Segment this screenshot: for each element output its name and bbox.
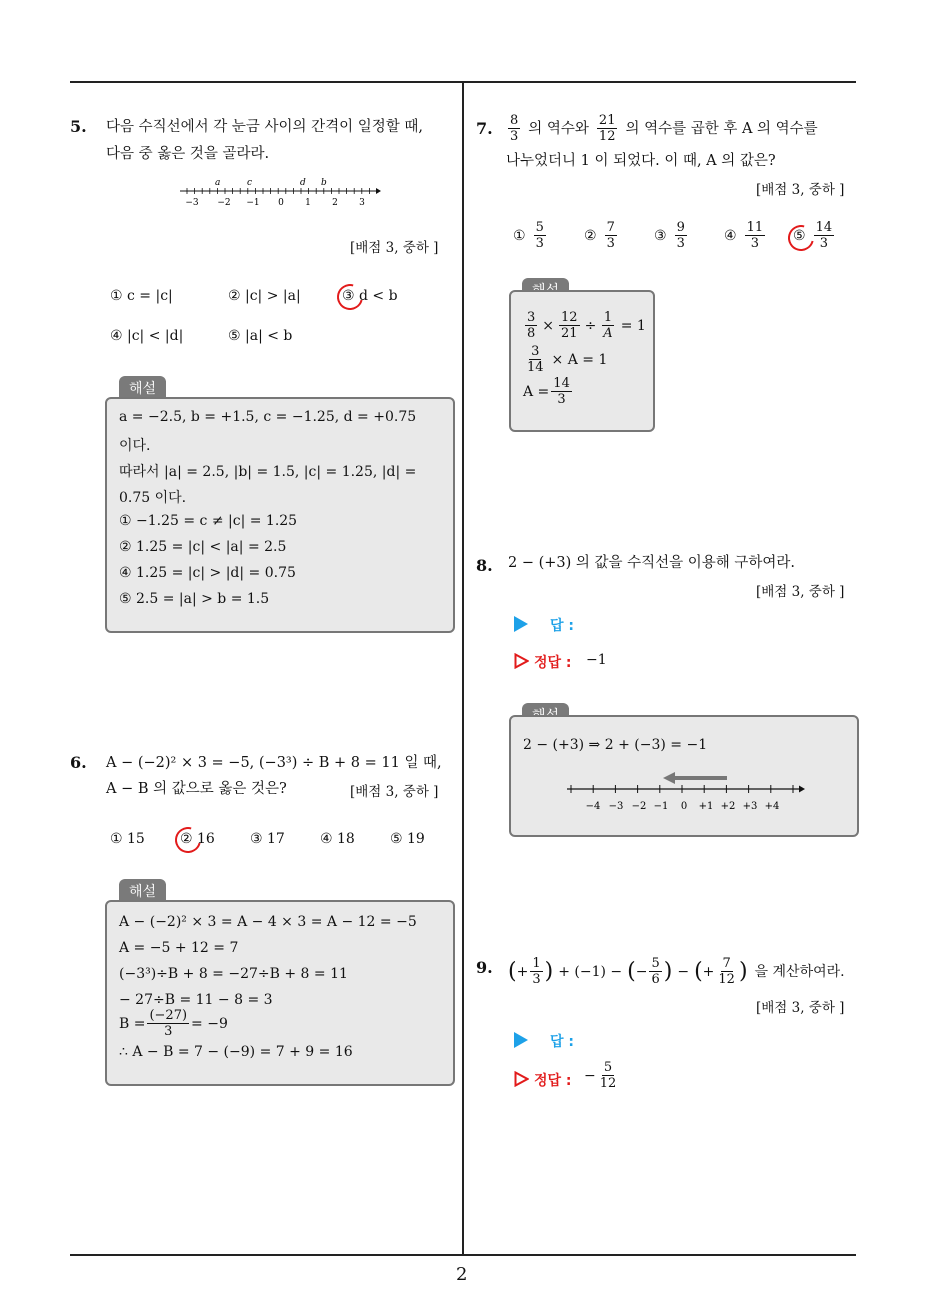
q9-score: [배점 3, 중하 ] (756, 1000, 845, 1016)
q7-sol-num: 3 (531, 344, 540, 359)
q7-choice-frac (605, 220, 617, 251)
q5-score: [배점 3, 중하 ] (350, 240, 439, 256)
plus-sign: + (702, 963, 715, 980)
q9-frac-2 (649, 956, 661, 987)
q7-text-part1: 의 역수와 (528, 120, 589, 137)
q6-text-line1: A − (−2)² × 3 = −5, (−3³) ÷ B + 8 = 11 일 때, (106, 755, 442, 771)
q5-tick-label: 0 (278, 198, 284, 208)
q7-sol-frac (559, 310, 580, 341)
q9-frac-den: 6 (651, 972, 660, 987)
q6-score: [배점 3, 중하 ] (350, 784, 439, 800)
q8-tick-label: +3 (742, 801, 758, 812)
q7-frac1-den: 3 (510, 129, 519, 144)
q5-sol-line: ④ 1.25 = |c| > |d| = 0.75 (119, 565, 296, 581)
q9-mid1: + (−1) − (558, 963, 623, 980)
q7-frac2-num: 21 (598, 113, 616, 128)
q5-choice-1[interactable]: ① c = |c| (110, 288, 173, 304)
q7-choice-3[interactable] (654, 220, 689, 251)
q9-frac-1 (530, 956, 542, 987)
q5-text-line2: 다음 중 옳은 것을 골라라. (106, 146, 270, 162)
q6-sol-b-result: = −9 (191, 1015, 228, 1032)
q7-choice-mark: ③ (654, 227, 667, 244)
q9-frac-num: 1 (532, 956, 541, 971)
q7-choice-mark: ⑤ (793, 227, 806, 244)
q7-sol-num: 14 (553, 376, 570, 391)
q7-sol-num: 12 (561, 310, 578, 325)
q7-choice-den: 3 (750, 236, 759, 251)
q7-choice-num: 14 (815, 220, 833, 235)
q5-label-c: c (247, 178, 253, 188)
q9-frac-3 (716, 956, 737, 987)
q5-sol-line: a = −2.5, b = +1.5, c = −1.25, d = +0.75 (119, 409, 417, 425)
q5-sol-line: 0.75 이다. (119, 490, 187, 506)
q5-label-b: b (321, 178, 327, 188)
paren-open: ( (508, 958, 517, 984)
q5-solution-tag: 해설 (119, 376, 166, 400)
q5-choice-5[interactable]: ⑤ |a| < b (228, 328, 293, 344)
q6-sol-line: (−3³)÷B + 8 = −27÷B + 8 = 11 (119, 966, 348, 982)
q7-sol-line3 (523, 376, 574, 407)
q7-choice-mark: ② (584, 227, 597, 244)
q7-solution-box (509, 290, 655, 432)
q7-number: 7. (476, 119, 493, 138)
q8-correct-label: 정답 : (534, 655, 572, 671)
q8-correct-value: −1 (586, 652, 607, 668)
q8-tick-label: +1 (698, 801, 714, 812)
q7-choice-den: 3 (819, 236, 828, 251)
q7-choice-den: 3 (535, 236, 544, 251)
q7-sol-frac (525, 344, 546, 375)
q7-choice-num: 7 (606, 220, 615, 235)
q9-tail: 을 계산하여라. (754, 963, 845, 980)
q9-mid2: − (677, 963, 690, 980)
paren-open: ( (627, 958, 636, 984)
paren-close: ) (738, 958, 748, 984)
q7-text-line2: 나누었더니 1 이 되었다. 이 때, A 의 값은? (506, 153, 776, 169)
q7-text-part2: 의 역수를 곱한 후 A 의 역수를 (625, 120, 818, 137)
q5-choice-2[interactable]: ② |c| > |a| (228, 288, 301, 304)
column-divider (462, 82, 464, 1254)
q5-tick-label: 3 (359, 198, 365, 208)
q7-sol-num: 1 (603, 310, 613, 325)
q7-sol-lhs: A = (523, 383, 550, 400)
q8-tick-label: −1 (653, 801, 669, 812)
minus-sign: − (635, 963, 648, 980)
play-triangle-icon (514, 1032, 528, 1048)
q7-sol-rest: = 1 (620, 317, 646, 334)
q6-number: 6. (70, 753, 87, 772)
q9-correct-value (584, 1060, 620, 1091)
q7-choice-num: 11 (746, 220, 764, 235)
q5-label-d: d (300, 178, 306, 188)
q5-tick-label: −1 (246, 198, 260, 208)
plus-sign: + (516, 963, 529, 980)
q7-choice-frac (814, 220, 835, 251)
q7-choice-4[interactable] (724, 220, 767, 251)
q7-choice-mark: ④ (724, 227, 737, 244)
q9-frac-num: 5 (651, 956, 660, 971)
q7-frac-1 (508, 113, 520, 144)
q9-correct-den: 12 (599, 1076, 617, 1091)
q5-tick-label: −3 (185, 198, 199, 208)
q7-choice-2[interactable] (584, 220, 619, 251)
q6-choice-5[interactable]: ⑤ 19 (390, 831, 425, 847)
play-triangle-icon (514, 616, 528, 632)
q6-sol-frac-num: (−27) (149, 1008, 188, 1023)
q8-number-line (563, 769, 807, 815)
q8-score: [배점 3, 중하 ] (756, 584, 845, 600)
times-sign: × (542, 317, 555, 334)
q7-choice-frac (534, 220, 546, 251)
q7-sol-den: 21 (561, 326, 578, 341)
q6-sol-line: A = −5 + 12 = 7 (119, 940, 239, 956)
q6-text-line2: A − B 의 값으로 옳은 것은? (106, 781, 287, 797)
q6-choice-1[interactable]: ① 15 (110, 831, 145, 847)
q5-sol-line: 이다. (119, 438, 151, 454)
q8-text-line1: 2 − (+3) 의 값을 수직선을 이용해 구하여라. (508, 555, 796, 571)
q9-frac-den: 3 (532, 972, 541, 987)
q7-choice-den: 3 (606, 236, 615, 251)
q8-number: 8. (476, 556, 493, 575)
outline-triangle-icon (514, 653, 529, 669)
q9-expression (508, 956, 845, 987)
q9-correct-num: 5 (603, 1060, 613, 1075)
q6-sol-line: ∴ A − B = 7 − (−9) = 7 + 9 = 16 (119, 1044, 353, 1060)
q5-sol-line: ⑤ 2.5 = |a| > b = 1.5 (119, 591, 270, 607)
outline-triangle-icon (514, 1071, 529, 1087)
q8-solution-box (509, 715, 859, 837)
paren-close: ) (663, 958, 673, 984)
page-number: 2 (456, 1264, 468, 1285)
q7-choice-den: 3 (676, 236, 685, 251)
q7-text-line1 (506, 113, 818, 144)
q6-sol-line: − 27÷B = 11 − 8 = 3 (119, 992, 273, 1008)
q6-choice-3[interactable]: ③ 17 (250, 831, 285, 847)
q5-tick-label: 2 (332, 198, 338, 208)
q5-tick-label: 1 (305, 198, 311, 208)
q9-frac-den: 12 (718, 972, 735, 987)
q8-tick-label: −4 (585, 801, 601, 812)
q5-choice-4[interactable]: ④ |c| < |d| (110, 328, 184, 344)
q7-choice-1[interactable] (513, 220, 548, 251)
q7-sol-rest: × A = 1 (551, 351, 608, 368)
q5-number: 5. (70, 117, 87, 136)
q5-solution-box (105, 397, 455, 633)
paren-open: ( (694, 958, 703, 984)
q7-sol-den: A (603, 326, 613, 341)
bottom-rule (70, 1254, 856, 1256)
q7-frac2-den: 12 (598, 129, 616, 144)
q5-sol-line: ① −1.25 = c ≠ |c| = 1.25 (119, 513, 298, 529)
q6-sol-frac-den: 3 (164, 1024, 173, 1039)
q7-sol-frac (525, 310, 537, 341)
q7-frac-2 (597, 113, 618, 144)
q6-solution-tag: 해설 (119, 879, 166, 903)
q7-sol-den: 3 (557, 392, 566, 407)
q8-tick-label: −2 (631, 801, 647, 812)
q8-answer-label: 답 : (550, 618, 574, 634)
q5-number-line (178, 174, 382, 210)
q7-sol-num: 3 (527, 310, 536, 325)
q7-frac1-num: 8 (510, 113, 519, 128)
divide-sign: ÷ (584, 317, 597, 334)
q5-sol-line: ② 1.25 = |c| < |a| = 2.5 (119, 539, 287, 555)
q6-sol-b-eq: B = (119, 1015, 146, 1032)
q6-sol-fraction (147, 1008, 189, 1039)
q8-tick-label: +2 (720, 801, 736, 812)
q7-choice-5[interactable] (793, 220, 836, 251)
q5-text-line1: 다음 수직선에서 각 눈금 사이의 간격이 일정할 때, (106, 119, 424, 135)
q7-sol-frac (601, 310, 614, 341)
paren-close: ) (544, 958, 554, 984)
q6-solution-box (105, 900, 455, 1086)
q5-tick-label: −2 (217, 198, 231, 208)
q7-sol-den: 8 (527, 326, 536, 341)
q5-sol-line: 따라서 |a| = 2.5, |b| = 1.5, |c| = 1.25, |d| = (119, 464, 417, 480)
q7-choice-mark: ① (513, 227, 526, 244)
q8-tick-label: 0 (680, 801, 688, 812)
q6-sol-frac-line (119, 1008, 228, 1039)
q6-sol-line: A − (−2)² × 3 = A − 4 × 3 = A − 12 = −5 (119, 914, 417, 930)
q9-number: 9. (476, 958, 493, 977)
q7-choice-num: 5 (535, 220, 544, 235)
q7-sol-line1 (523, 310, 646, 341)
q8-tick-label: −3 (608, 801, 624, 812)
q7-sol-line2 (523, 344, 607, 375)
q7-score: [배점 3, 중하 ] (756, 182, 845, 198)
q7-sol-frac (551, 376, 572, 407)
q6-choice-2[interactable]: ② 16 (180, 831, 215, 847)
q5-choice-3[interactable]: ③ d < b (342, 288, 398, 304)
q7-choice-frac (675, 220, 687, 251)
q8-sol-line: 2 − (+3) ⇒ 2 + (−3) = −1 (523, 737, 708, 753)
q7-choice-num: 9 (676, 220, 685, 235)
q9-answer-label: 답 : (550, 1034, 574, 1050)
q7-choice-frac (745, 220, 766, 251)
q9-correct-label: 정답 : (534, 1073, 572, 1089)
minus-sign: − (584, 1067, 596, 1084)
q8-tick-label: +4 (764, 801, 780, 812)
q7-sol-den: 14 (527, 360, 544, 375)
q9-frac-num: 7 (722, 956, 731, 971)
q6-choice-4[interactable]: ④ 18 (320, 831, 355, 847)
q9-correct-frac (598, 1060, 619, 1091)
q5-label-a: a (215, 178, 221, 188)
